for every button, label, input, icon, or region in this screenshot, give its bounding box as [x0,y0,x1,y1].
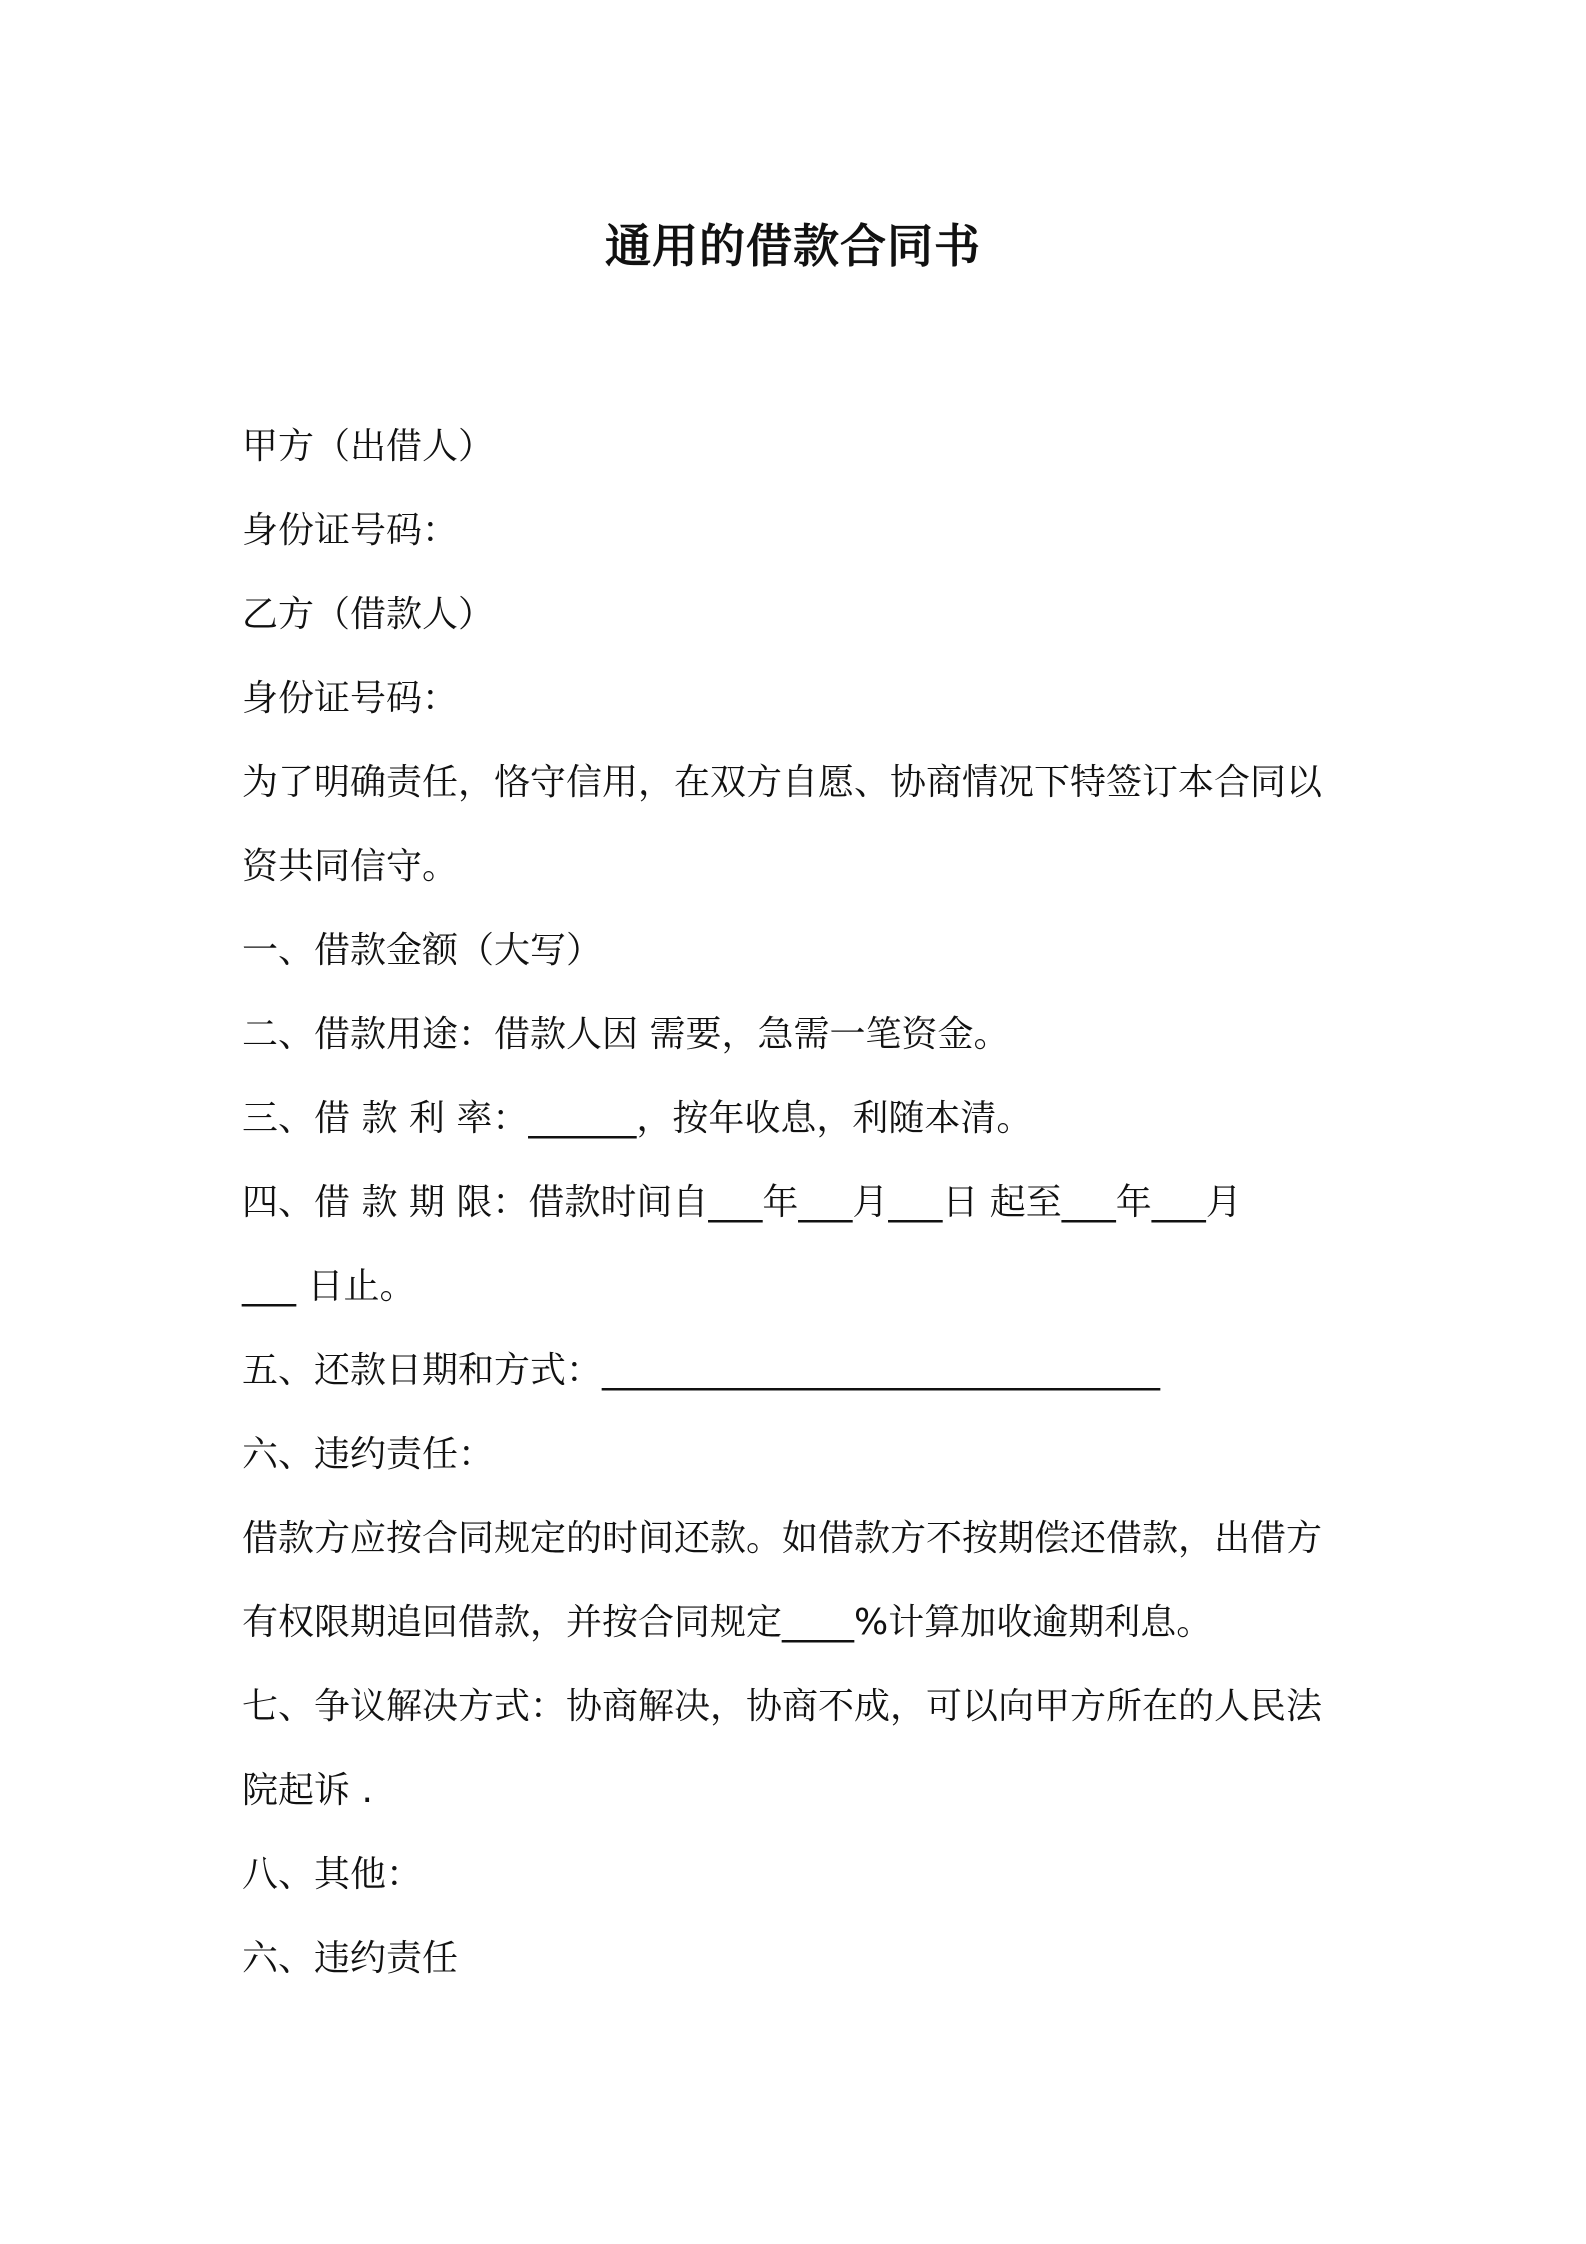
clause-interest-rate: 三、借 款 利 率：______，按年收息，利随本清。 [242,1098,1033,1139]
lender-id-label: 身份证号码： [242,510,459,551]
clause-dispute-line-2: 院起诉 . [242,1770,373,1811]
clause-breach-line-2: 有权限期追回借款，并按合同规定____%计算加收逾期利息。 [242,1602,1213,1643]
contract-body [242,405,1352,2001]
clause-breach-heading: 六、违约责任： [242,1434,495,1475]
clause-repayment: 五、还款日期和方式：_______________________________ [242,1350,1161,1391]
preamble-line-2: 资共同信守。 [242,846,459,887]
clause-breach-line-1: 借款方应按合同规定的时间还款。如借款方不按期偿还借款，出借方 [242,1518,1323,1559]
document-title: 通用的借款合同书 [605,219,981,273]
lender-label: 甲方（出借人） [242,426,495,467]
borrower-id-label: 身份证号码： [242,678,459,719]
clause-breach-repeat: 六、违约责任 [242,1938,459,1979]
clause-other: 八、其他： [242,1854,423,1895]
clause-loan-term-line-2: ___ 日止。 [242,1266,416,1307]
clause-loan-purpose: 二、借款用途：借款人因 需要，急需一笔资金。 [242,1014,1010,1055]
clause-loan-term-line-1: 四、借 款 期 限：借款时间自___年___月___日 起至___年___月 [242,1182,1242,1223]
clause-dispute-line-1: 七、争议解决方式：协商解决，协商不成，可以向甲方所在的人民法 [242,1686,1323,1727]
clause-loan-amount: 一、借款金额（大写） [242,930,603,971]
borrower-label: 乙方（借款人） [242,594,495,635]
preamble-line-1: 为了明确责任，恪守信用，在双方自愿、协商情况下特签订本合同以 [242,762,1323,803]
